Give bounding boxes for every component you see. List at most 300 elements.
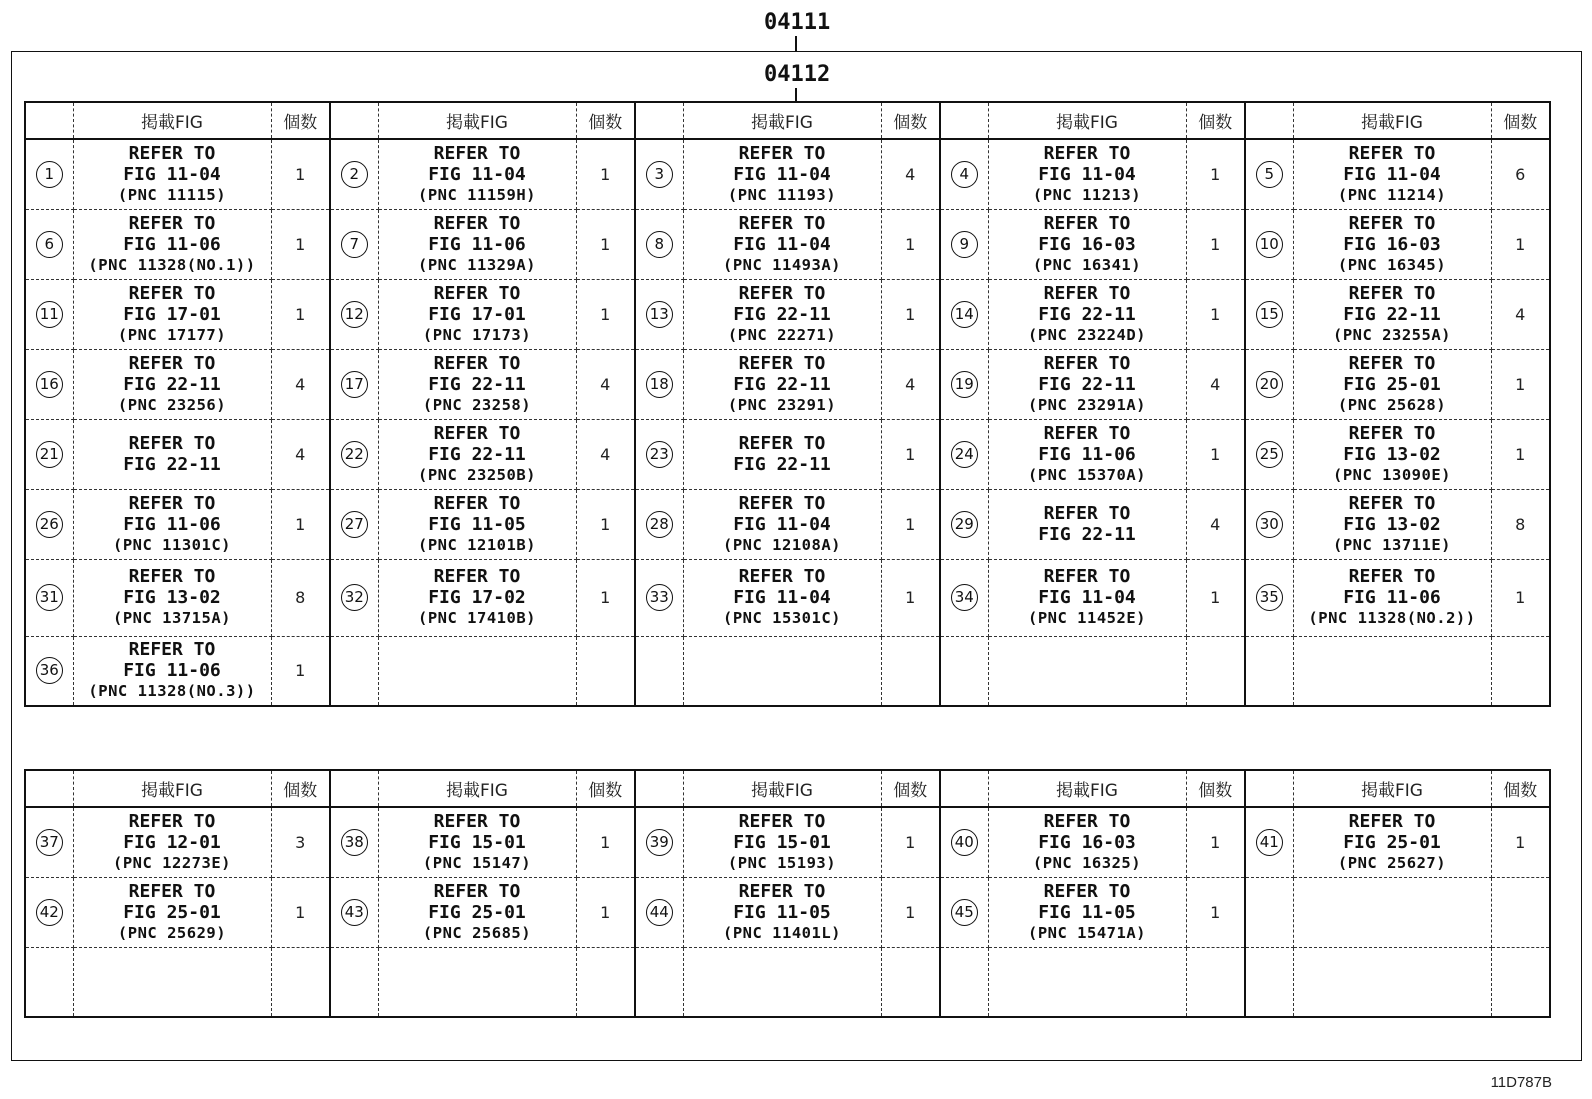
pnc-code: (PNC 25627) <box>1337 853 1447 872</box>
quantity-value: 1 <box>905 588 916 607</box>
quantity-value: 1 <box>905 234 916 254</box>
quantity-cell <box>1491 209 1550 279</box>
item-number-circle: 9 <box>951 231 978 258</box>
pnc-code: (PNC 13711E) <box>1333 535 1451 554</box>
refer-to-text: REFER TO <box>128 352 216 374</box>
fig-reference-cell <box>378 947 576 1017</box>
fig-reference <box>989 566 1186 629</box>
fig-reference <box>1294 283 1491 346</box>
fig-number: FIG 11-04 <box>1038 587 1136 608</box>
fig-number: FIG 11-04 <box>733 233 831 255</box>
item-number-cell <box>1245 489 1293 559</box>
quantity-cell <box>881 419 940 489</box>
pnc-code: (PNC 11328(NO.1)) <box>88 255 256 274</box>
refer-to-text: REFER TO <box>433 422 521 444</box>
fig-reference-cell <box>683 807 881 877</box>
header-fig-cell: 掲載FIG <box>1293 770 1491 807</box>
fig-reference-cell <box>988 209 1186 279</box>
fig-reference-cell <box>683 636 881 706</box>
item-number-cell <box>25 349 73 419</box>
item-number-circle: 17 <box>341 371 368 398</box>
fig-reference-cell <box>378 139 576 209</box>
item-number-circle: 37 <box>36 829 63 856</box>
fig-number: FIG 11-06 <box>123 233 221 255</box>
quantity-cell <box>576 209 635 279</box>
pnc-code: (PNC 17177) <box>117 325 227 344</box>
fig-reference-cell <box>378 559 576 636</box>
quantity-cell <box>1186 349 1245 419</box>
refer-to-text: REFER TO <box>1043 282 1131 304</box>
item-number-circle: 30 <box>1256 511 1283 538</box>
refer-to-text: REFER TO <box>128 566 216 587</box>
quantity-value: 1 <box>295 164 306 184</box>
fig-reference <box>989 503 1186 545</box>
quantity-cell <box>576 559 635 636</box>
quantity-value: 1 <box>600 902 611 922</box>
item-number-cell <box>1245 559 1293 636</box>
fig-reference-cell <box>988 279 1186 349</box>
item-number-cell <box>1245 636 1293 706</box>
item-number-circle: 35 <box>1256 584 1283 611</box>
item-number-circle: 13 <box>646 301 673 328</box>
item-number-circle: 26 <box>36 511 63 538</box>
refer-to-text: REFER TO <box>1043 422 1131 444</box>
item-number-cell <box>1245 419 1293 489</box>
item-number-cell <box>940 489 988 559</box>
fig-reference <box>74 639 271 702</box>
quantity-value: 8 <box>295 588 306 607</box>
fig-number: FIG 22-11 <box>428 373 526 395</box>
pnc-code: (PNC 15193) <box>727 853 837 872</box>
item-number-cell <box>940 877 988 947</box>
item-number-cell <box>330 279 378 349</box>
item-number-cell <box>330 489 378 559</box>
fig-reference-cell <box>378 349 576 419</box>
item-number-cell <box>330 877 378 947</box>
refer-to-text: REFER TO <box>128 810 216 832</box>
quantity-cell <box>1491 947 1550 1017</box>
refer-to-text: REFER TO <box>1348 212 1436 234</box>
item-number-cell <box>940 947 988 1017</box>
pnc-code: (PNC 23256) <box>117 395 227 414</box>
item-number-cell <box>940 636 988 706</box>
fig-reference <box>74 493 271 556</box>
quantity-cell <box>1491 419 1550 489</box>
fig-reference-cell <box>73 877 271 947</box>
quantity-cell <box>881 807 940 877</box>
quantity-cell <box>271 636 330 706</box>
fig-reference-cell <box>73 349 271 419</box>
quantity-cell <box>576 636 635 706</box>
quantity-value: 1 <box>1210 304 1221 324</box>
header-qty-cell: 個数 <box>271 770 330 807</box>
fig-reference-cell <box>683 279 881 349</box>
fig-number: FIG 11-06 <box>1038 443 1136 465</box>
refer-to-text: REFER TO <box>433 810 521 832</box>
fig-reference <box>684 143 881 206</box>
fig-reference-cell <box>1293 349 1491 419</box>
refer-to-text: REFER TO <box>433 212 521 234</box>
item-number-circle: 42 <box>36 899 63 926</box>
fig-reference-cell <box>683 209 881 279</box>
refer-to-text: REFER TO <box>1043 212 1131 234</box>
pnc-code: (PNC 23255A) <box>1333 325 1451 344</box>
fig-reference <box>379 811 576 874</box>
fig-reference-cell <box>683 947 881 1017</box>
pnc-code: (PNC 16345) <box>1337 255 1447 274</box>
fig-reference <box>379 566 576 629</box>
fig-number: FIG 17-01 <box>123 303 221 325</box>
item-number-circle: 44 <box>646 899 673 926</box>
fig-reference-cell <box>73 209 271 279</box>
item-number-cell <box>635 807 683 877</box>
fig-number: FIG 11-05 <box>428 513 526 535</box>
fig-number: FIG 22-11 <box>1038 373 1136 395</box>
item-number-cell <box>940 807 988 877</box>
refer-to-text: REFER TO <box>433 492 521 514</box>
fig-number: FIG 11-04 <box>733 163 831 185</box>
item-number-cell <box>635 489 683 559</box>
fig-reference <box>74 143 271 206</box>
pnc-code: (PNC 11329A) <box>418 255 536 274</box>
item-number-circle: 45 <box>951 899 978 926</box>
fig-reference <box>989 283 1186 346</box>
refer-to-text: REFER TO <box>433 566 521 587</box>
fig-number: FIG 22-11 <box>1343 303 1441 325</box>
quantity-value: 4 <box>905 164 916 184</box>
fig-reference <box>74 811 271 874</box>
item-number-circle: 27 <box>341 511 368 538</box>
quantity-value: 1 <box>295 902 306 922</box>
quantity-cell <box>271 139 330 209</box>
fig-reference <box>379 143 576 206</box>
refer-to-text: REFER TO <box>738 433 826 454</box>
header-qty-cell: 個数 <box>1186 102 1245 139</box>
quantity-value: 1 <box>905 304 916 324</box>
header-blank-cell <box>635 102 683 139</box>
quantity-value: 3 <box>295 832 306 852</box>
item-number-cell <box>25 807 73 877</box>
drawing-code: 11D787B <box>1490 1074 1552 1091</box>
fig-reference <box>684 881 881 944</box>
quantity-cell <box>1186 279 1245 349</box>
item-number-cell <box>635 349 683 419</box>
table-row <box>25 636 1550 706</box>
item-number-cell <box>940 279 988 349</box>
fig-number: FIG 16-03 <box>1038 831 1136 853</box>
item-number-circle: 5 <box>1256 161 1283 188</box>
table-row <box>25 139 1550 209</box>
quantity-value: 4 <box>905 374 916 394</box>
item-number-circle: 22 <box>341 441 368 468</box>
header-fig-cell: 掲載FIG <box>378 770 576 807</box>
item-number-cell <box>25 209 73 279</box>
refer-to-text: REFER TO <box>1348 492 1436 514</box>
quantity-value: 1 <box>905 514 916 534</box>
quantity-cell <box>576 877 635 947</box>
fig-number: FIG 11-04 <box>733 513 831 535</box>
quantity-cell <box>1491 559 1550 636</box>
item-number-cell <box>940 419 988 489</box>
fig-reference <box>1294 143 1491 206</box>
fig-number: FIG 11-04 <box>123 163 221 185</box>
sub-assembly-number-label: 04112 <box>764 62 831 87</box>
fig-reference-cell <box>1293 636 1491 706</box>
item-number-circle: 24 <box>951 441 978 468</box>
table-header-row <box>25 102 1550 139</box>
item-number-circle: 29 <box>951 511 978 538</box>
header-qty-cell: 個数 <box>881 770 940 807</box>
item-number-circle: 19 <box>951 371 978 398</box>
fig-reference <box>684 213 881 276</box>
pnc-code: (PNC 11452E) <box>1028 609 1146 627</box>
quantity-cell <box>1491 279 1550 349</box>
quantity-value: 1 <box>905 832 916 852</box>
header-fig-cell: 掲載FIG <box>73 770 271 807</box>
item-number-cell <box>25 636 73 706</box>
pnc-code: (PNC 23224D) <box>1028 325 1146 344</box>
header-fig-cell: 掲載FIG <box>683 770 881 807</box>
pnc-code: (PNC 15471A) <box>1028 923 1146 942</box>
fig-reference-cell <box>73 559 271 636</box>
fig-reference-cell <box>683 139 881 209</box>
quantity-cell <box>1186 489 1245 559</box>
fig-reference <box>379 423 576 486</box>
fig-reference-cell <box>1293 279 1491 349</box>
fig-reference-cell <box>73 419 271 489</box>
quantity-value: 1 <box>295 514 306 534</box>
fig-reference <box>74 283 271 346</box>
item-number-circle: 38 <box>341 829 368 856</box>
fig-reference <box>1294 213 1491 276</box>
header-blank-cell <box>25 770 73 807</box>
fig-reference <box>684 283 881 346</box>
header-fig-cell: 掲載FIG <box>988 770 1186 807</box>
fig-number: FIG 22-11 <box>123 454 221 475</box>
pnc-code: (PNC 11193) <box>727 185 837 204</box>
quantity-cell <box>881 139 940 209</box>
header-qty-cell: 個数 <box>271 102 330 139</box>
header-blank-cell <box>635 770 683 807</box>
fig-reference-cell <box>1293 559 1491 636</box>
pnc-code: (PNC 22271) <box>727 325 837 344</box>
header-qty-cell: 個数 <box>1491 770 1550 807</box>
fig-number: FIG 22-11 <box>733 454 831 475</box>
fig-reference <box>1294 566 1491 629</box>
table-row <box>25 349 1550 419</box>
pnc-code: (PNC 12108A) <box>723 535 841 554</box>
item-number-cell <box>25 279 73 349</box>
fig-reference-cell <box>988 559 1186 636</box>
quantity-value: 6 <box>1515 164 1526 184</box>
fig-number: FIG 22-11 <box>733 303 831 325</box>
fig-reference <box>989 143 1186 206</box>
quantity-cell <box>271 349 330 419</box>
table-row <box>25 947 1550 1017</box>
fig-reference <box>684 493 881 556</box>
item-number-cell <box>330 559 378 636</box>
fig-reference <box>1294 811 1491 874</box>
item-number-circle: 3 <box>646 161 673 188</box>
quantity-value: 1 <box>295 234 306 254</box>
refer-to-text: REFER TO <box>1043 566 1131 587</box>
quantity-cell <box>1186 947 1245 1017</box>
fig-reference <box>989 811 1186 874</box>
fig-reference <box>379 213 576 276</box>
quantity-value: 4 <box>1515 304 1526 324</box>
pnc-code: (PNC 13090E) <box>1333 465 1451 484</box>
quantity-value: 1 <box>905 902 916 922</box>
pnc-code: (PNC 23250B) <box>418 465 536 484</box>
fig-reference <box>1294 493 1491 556</box>
fig-number: FIG 11-06 <box>1343 587 1441 608</box>
header-blank-cell <box>940 770 988 807</box>
pnc-code: (PNC 25629) <box>117 923 227 942</box>
quantity-value: 1 <box>295 304 306 324</box>
quantity-value: 1 <box>1210 902 1221 922</box>
refer-to-text: REFER TO <box>433 142 521 164</box>
pnc-code: (PNC 11301C) <box>113 535 231 554</box>
item-number-cell <box>635 636 683 706</box>
quantity-value: 1 <box>600 832 611 852</box>
refer-to-text: REFER TO <box>1348 352 1436 374</box>
quantity-cell <box>271 559 330 636</box>
pnc-code: (PNC 11214) <box>1337 185 1447 204</box>
header-fig-cell: 掲載FIG <box>683 102 881 139</box>
fig-reference <box>74 213 271 276</box>
item-number-cell <box>1245 209 1293 279</box>
item-number-cell <box>330 209 378 279</box>
table-row <box>25 489 1550 559</box>
refer-to-text: REFER TO <box>1348 566 1436 587</box>
fig-reference <box>74 566 271 629</box>
quantity-cell <box>271 279 330 349</box>
item-number-circle: 25 <box>1256 441 1283 468</box>
item-number-cell <box>25 877 73 947</box>
quantity-value: 4 <box>600 374 611 394</box>
fig-reference <box>74 881 271 944</box>
fig-number: FIG 17-02 <box>428 587 526 608</box>
fig-number: FIG 25-01 <box>428 901 526 923</box>
refer-to-text: REFER TO <box>128 212 216 234</box>
refer-to-text: REFER TO <box>1348 282 1436 304</box>
quantity-value: 1 <box>1515 444 1526 464</box>
quantity-cell <box>881 559 940 636</box>
item-number-circle: 2 <box>341 161 368 188</box>
quantity-cell <box>271 489 330 559</box>
fig-number: FIG 11-05 <box>733 901 831 923</box>
header-blank-cell <box>330 770 378 807</box>
header-fig-cell: 掲載FIG <box>988 102 1186 139</box>
item-number-circle: 41 <box>1256 829 1283 856</box>
quantity-cell <box>1491 636 1550 706</box>
item-number-circle: 16 <box>36 371 63 398</box>
quantity-cell <box>1186 559 1245 636</box>
fig-number: FIG 25-01 <box>1343 831 1441 853</box>
item-number-circle: 8 <box>646 231 673 258</box>
refer-to-text: REFER TO <box>738 566 826 587</box>
header-fig-cell: 掲載FIG <box>73 102 271 139</box>
header-qty-cell: 個数 <box>1491 102 1550 139</box>
fig-reference-cell <box>683 877 881 947</box>
table-row <box>25 419 1550 489</box>
quantity-value: 1 <box>905 444 916 464</box>
fig-number: FIG 15-01 <box>428 831 526 853</box>
header-fig-cell: 掲載FIG <box>378 102 576 139</box>
item-number-cell <box>940 349 988 419</box>
quantity-cell <box>271 209 330 279</box>
quantity-value: 1 <box>1515 588 1526 607</box>
quantity-cell <box>1186 636 1245 706</box>
header-blank-cell <box>25 102 73 139</box>
refer-to-text: REFER TO <box>1348 422 1436 444</box>
item-number-cell <box>25 559 73 636</box>
refer-to-text: REFER TO <box>1043 810 1131 832</box>
fig-reference <box>684 353 881 416</box>
quantity-value: 4 <box>1210 374 1221 394</box>
item-number-circle: 7 <box>341 231 368 258</box>
sub-assembly-leader-line <box>795 88 797 102</box>
item-number-cell <box>25 489 73 559</box>
item-number-cell <box>635 559 683 636</box>
quantity-cell <box>1186 209 1245 279</box>
fig-number: FIG 13-02 <box>1343 513 1441 535</box>
fig-reference-cell <box>988 807 1186 877</box>
quantity-cell <box>881 636 940 706</box>
refer-to-text: REFER TO <box>128 880 216 902</box>
fig-number: FIG 16-03 <box>1038 233 1136 255</box>
quantity-value: 4 <box>600 444 611 464</box>
fig-reference <box>684 811 881 874</box>
item-number-circle: 39 <box>646 829 673 856</box>
item-number-circle: 4 <box>951 161 978 188</box>
fig-reference-cell <box>378 807 576 877</box>
quantity-value: 8 <box>1515 514 1526 534</box>
fig-reference-cell <box>988 489 1186 559</box>
fig-number: FIG 13-02 <box>123 587 221 608</box>
fig-reference-cell <box>1293 489 1491 559</box>
item-number-cell <box>1245 279 1293 349</box>
item-number-cell <box>635 209 683 279</box>
pnc-code: (PNC 16325) <box>1032 853 1142 872</box>
quantity-cell <box>271 419 330 489</box>
item-number-circle: 11 <box>36 301 63 328</box>
header-blank-cell <box>1245 102 1293 139</box>
pnc-code: (PNC 12101B) <box>418 535 536 554</box>
fig-number: FIG 13-02 <box>1343 443 1441 465</box>
quantity-value: 4 <box>295 444 306 464</box>
refer-to-text: REFER TO <box>738 810 826 832</box>
quantity-cell <box>881 489 940 559</box>
refer-to-text: REFER TO <box>128 433 216 454</box>
item-number-circle: 34 <box>951 584 978 611</box>
fig-number: FIG 11-06 <box>123 660 221 682</box>
refer-to-text: REFER TO <box>433 282 521 304</box>
pnc-code: (PNC 15301C) <box>723 609 841 627</box>
item-number-circle: 40 <box>951 829 978 856</box>
header-blank-cell <box>330 102 378 139</box>
quantity-cell <box>576 279 635 349</box>
item-number-circle: 32 <box>341 584 368 611</box>
fig-reference-cell <box>988 419 1186 489</box>
fig-reference-cell <box>988 349 1186 419</box>
fig-number: FIG 11-06 <box>428 233 526 255</box>
fig-reference-cell <box>73 139 271 209</box>
fig-reference-cell <box>73 489 271 559</box>
quantity-cell <box>881 279 940 349</box>
fig-reference <box>684 433 881 475</box>
fig-number: FIG 11-04 <box>733 587 831 608</box>
